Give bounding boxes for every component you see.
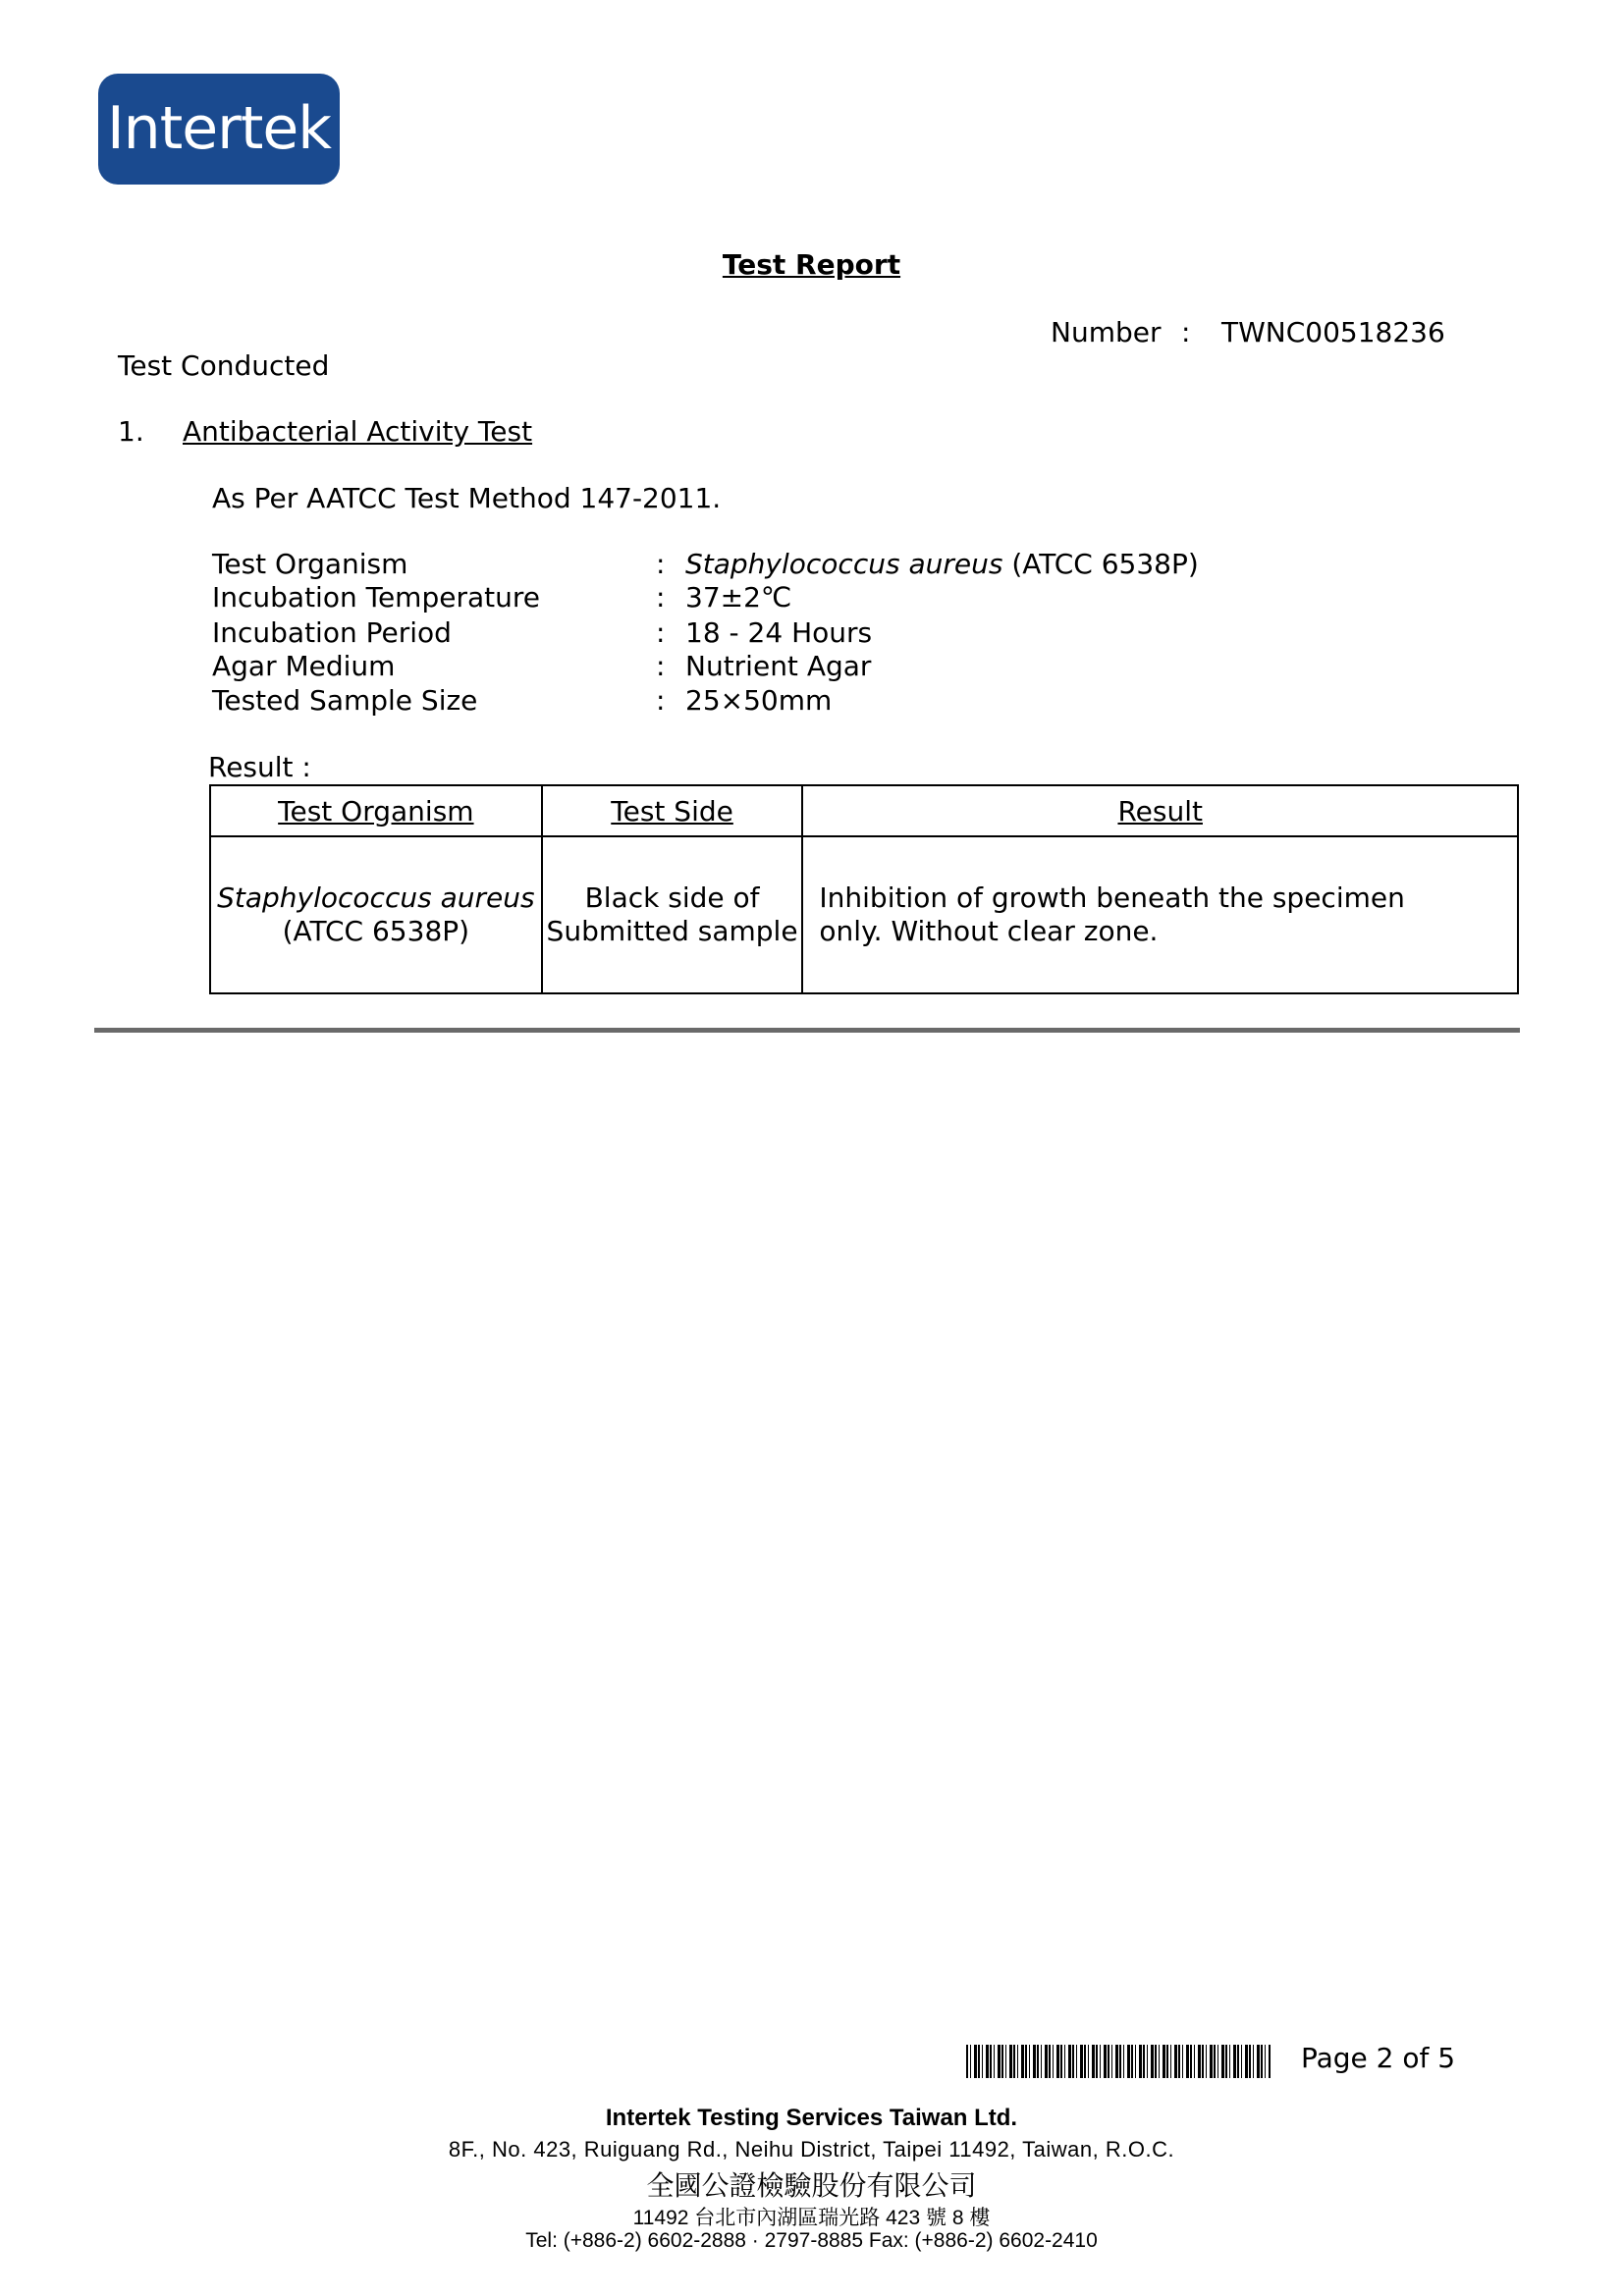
param-separator: :: [656, 616, 666, 649]
result-table: [209, 784, 1519, 994]
number-separator: :: [1181, 316, 1191, 348]
param-label: Agar Medium: [212, 650, 396, 682]
header-test-side: Test Side: [542, 785, 803, 836]
section-divider: [94, 1028, 1520, 1033]
side-line: Black side of: [584, 881, 760, 914]
number-label: Number: [1051, 316, 1162, 348]
footer-address-zh: 11492 台北市內湖區瑞光路 423 號 8 樓: [632, 2207, 991, 2229]
param-separator: :: [656, 684, 666, 717]
side-line: Submitted sample: [546, 915, 798, 947]
page-indicator: Page 2 of 5: [1301, 2042, 1456, 2074]
organism-code: (ATCC 6538P): [1002, 548, 1199, 580]
barcode: [966, 2045, 1271, 2078]
organism-name: Staphylococcus aureus: [685, 548, 1003, 580]
intertek-logo: Intertek: [98, 74, 340, 185]
param-separator: :: [656, 548, 666, 580]
param-label: Tested Sample Size: [212, 684, 478, 717]
report-number: TWNC00518236: [1221, 316, 1445, 348]
organism-name: Staphylococcus aureus: [217, 881, 535, 914]
footer-company-zh: 全國公證檢驗股份有限公司: [646, 2169, 977, 2202]
cell-organism: [210, 836, 542, 993]
table-header-row: [210, 785, 1518, 836]
param-separator: :: [656, 581, 666, 614]
item-title: Antibacterial Activity Test: [183, 415, 533, 448]
footer-contact: Tel: (+886-2) 6602-2888 · 2797-8885 Fax: (+886-2) 6602-2410: [525, 2229, 1098, 2252]
result-line: only. Without clear zone.: [819, 915, 1159, 947]
param-value: [685, 548, 1199, 581]
param-label: Incubation Temperature: [212, 581, 540, 614]
report-title: Test Report: [722, 248, 901, 281]
param-label: Test Organism: [212, 548, 408, 580]
organism-code: (ATCC 6538P): [282, 915, 470, 947]
cell-test-side: [542, 836, 803, 993]
param-value: 18 - 24 Hours: [685, 616, 873, 649]
param-separator: :: [656, 650, 666, 682]
result-label: Result :: [208, 751, 311, 783]
param-label: Incubation Period: [212, 616, 452, 649]
section-heading: Test Conducted: [118, 349, 330, 382]
table-row: [210, 836, 1518, 993]
param-value: Nutrient Agar: [685, 650, 872, 682]
item-number: 1.: [118, 415, 144, 448]
test-method: As Per AATCC Test Method 147-2011.: [212, 482, 722, 514]
header-test-organism: Test Organism: [210, 785, 542, 836]
cell-result: [802, 836, 1518, 993]
result-line: Inhibition of growth beneath the specimen: [819, 881, 1405, 914]
param-value: 25×50mm: [685, 684, 833, 717]
footer-company: Intertek Testing Services Taiwan Ltd.: [605, 2105, 1018, 2131]
header-result: Result: [802, 785, 1518, 836]
footer-address-en: 8F., No. 423, Ruiguang Rd., Neihu District, Taipei 11492, Taiwan, R.O.C.: [448, 2137, 1175, 2162]
param-value: 37±2℃: [685, 581, 792, 614]
